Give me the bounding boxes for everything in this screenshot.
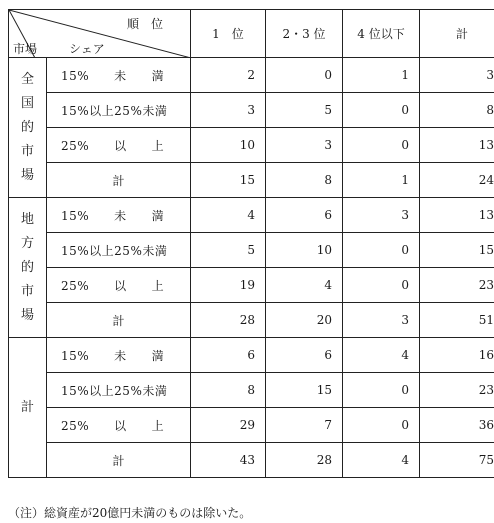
table-row xyxy=(9,163,494,198)
market-group-char: 的 xyxy=(20,259,34,275)
value-cell: 4 xyxy=(266,268,343,303)
value-cell: 0 xyxy=(343,373,420,408)
value-cell: 7 xyxy=(266,408,343,443)
table-row xyxy=(9,233,494,268)
value-cell: 5 xyxy=(266,93,343,128)
market-group-char: 全 xyxy=(20,71,34,87)
market-group-char: 市 xyxy=(20,283,34,299)
value-cell: 28 xyxy=(191,303,266,338)
value-cell: 19 xyxy=(191,268,266,303)
value-cell: 10 xyxy=(266,233,343,268)
value-cell: 0 xyxy=(343,128,420,163)
subtotal-label: 計 xyxy=(47,303,191,338)
share-range-label: 25% 以 上 xyxy=(47,408,191,443)
market-group-char: 市 xyxy=(20,143,34,159)
value-cell: 3 xyxy=(343,198,420,233)
value-cell: 5 xyxy=(191,233,266,268)
share-range-label: 15%以上25%未満 xyxy=(47,373,191,408)
value-cell: 15 xyxy=(420,233,494,268)
table-row xyxy=(9,128,494,163)
share-range-label: 15% 未 満 xyxy=(47,338,191,373)
value-cell: 16 xyxy=(420,338,494,373)
market-group-char: 場 xyxy=(20,167,34,183)
value-cell: 0 xyxy=(266,58,343,93)
value-cell: 23 xyxy=(420,268,494,303)
value-cell: 10 xyxy=(191,128,266,163)
market-group-char: 地 xyxy=(20,211,34,227)
value-cell: 6 xyxy=(191,338,266,373)
table-row xyxy=(9,408,494,443)
value-cell: 0 xyxy=(343,233,420,268)
value-cell: 23 xyxy=(420,373,494,408)
value-cell: 28 xyxy=(266,443,343,478)
table-row xyxy=(9,303,494,338)
market-group-char: 方 xyxy=(20,235,34,251)
share-range-label: 25% 以 上 xyxy=(47,268,191,303)
rank-label: 順 位 xyxy=(127,17,164,31)
share-range-label: 15%以上25%未満 xyxy=(47,93,191,128)
value-cell: 4 xyxy=(343,338,420,373)
value-cell: 24 xyxy=(420,163,494,198)
column-header: 4 位以下 xyxy=(343,10,420,58)
value-cell: 0 xyxy=(343,268,420,303)
value-cell: 20 xyxy=(266,303,343,338)
market-group-char: 的 xyxy=(20,119,34,135)
table-row xyxy=(9,198,494,233)
value-cell: 13 xyxy=(420,128,494,163)
footnote: （注）総資産が20億円未満のものは除いた。 xyxy=(8,506,252,520)
value-cell: 6 xyxy=(266,338,343,373)
share-range-label: 15% 未 満 xyxy=(47,198,191,233)
value-cell: 43 xyxy=(191,443,266,478)
subtotal-label: 計 xyxy=(47,443,191,478)
column-header: 2・3 位 xyxy=(266,10,343,58)
market-group-char: 計 xyxy=(20,399,34,415)
table-row xyxy=(9,93,494,128)
table-row xyxy=(9,443,494,478)
value-cell: 8 xyxy=(420,93,494,128)
header-row xyxy=(9,10,494,58)
value-cell: 51 xyxy=(420,303,494,338)
market-group-label xyxy=(9,338,47,478)
value-cell: 3 xyxy=(420,58,494,93)
market-share-table xyxy=(8,9,494,478)
value-cell: 15 xyxy=(266,373,343,408)
value-cell: 3 xyxy=(191,93,266,128)
diagonal-header-cell xyxy=(9,10,191,58)
table-row xyxy=(9,373,494,408)
value-cell: 4 xyxy=(343,443,420,478)
value-cell: 13 xyxy=(420,198,494,233)
market-label: 市場 xyxy=(13,42,38,56)
share-range-label: 15%以上25%未満 xyxy=(47,233,191,268)
value-cell: 1 xyxy=(343,58,420,93)
market-group-label xyxy=(9,198,47,338)
value-cell: 6 xyxy=(266,198,343,233)
value-cell: 3 xyxy=(343,303,420,338)
subtotal-label: 計 xyxy=(47,163,191,198)
value-cell: 15 xyxy=(191,163,266,198)
column-header: 計 xyxy=(420,10,494,58)
value-cell: 2 xyxy=(191,58,266,93)
value-cell: 0 xyxy=(343,93,420,128)
market-group-char: 国 xyxy=(20,95,34,111)
table-row xyxy=(9,58,494,93)
value-cell: 75 xyxy=(420,443,494,478)
column-header: 1 位 xyxy=(191,10,266,58)
value-cell: 8 xyxy=(266,163,343,198)
value-cell: 0 xyxy=(343,408,420,443)
value-cell: 1 xyxy=(343,163,420,198)
market-group-label xyxy=(9,58,47,198)
value-cell: 3 xyxy=(266,128,343,163)
value-cell: 8 xyxy=(191,373,266,408)
table-row xyxy=(9,338,494,373)
table-row xyxy=(9,268,494,303)
market-group-char: 場 xyxy=(20,307,34,323)
share-label: シェア xyxy=(69,42,105,56)
share-range-label: 25% 以 上 xyxy=(47,128,191,163)
value-cell: 29 xyxy=(191,408,266,443)
value-cell: 4 xyxy=(191,198,266,233)
value-cell: 36 xyxy=(420,408,494,443)
share-range-label: 15% 未 満 xyxy=(47,58,191,93)
